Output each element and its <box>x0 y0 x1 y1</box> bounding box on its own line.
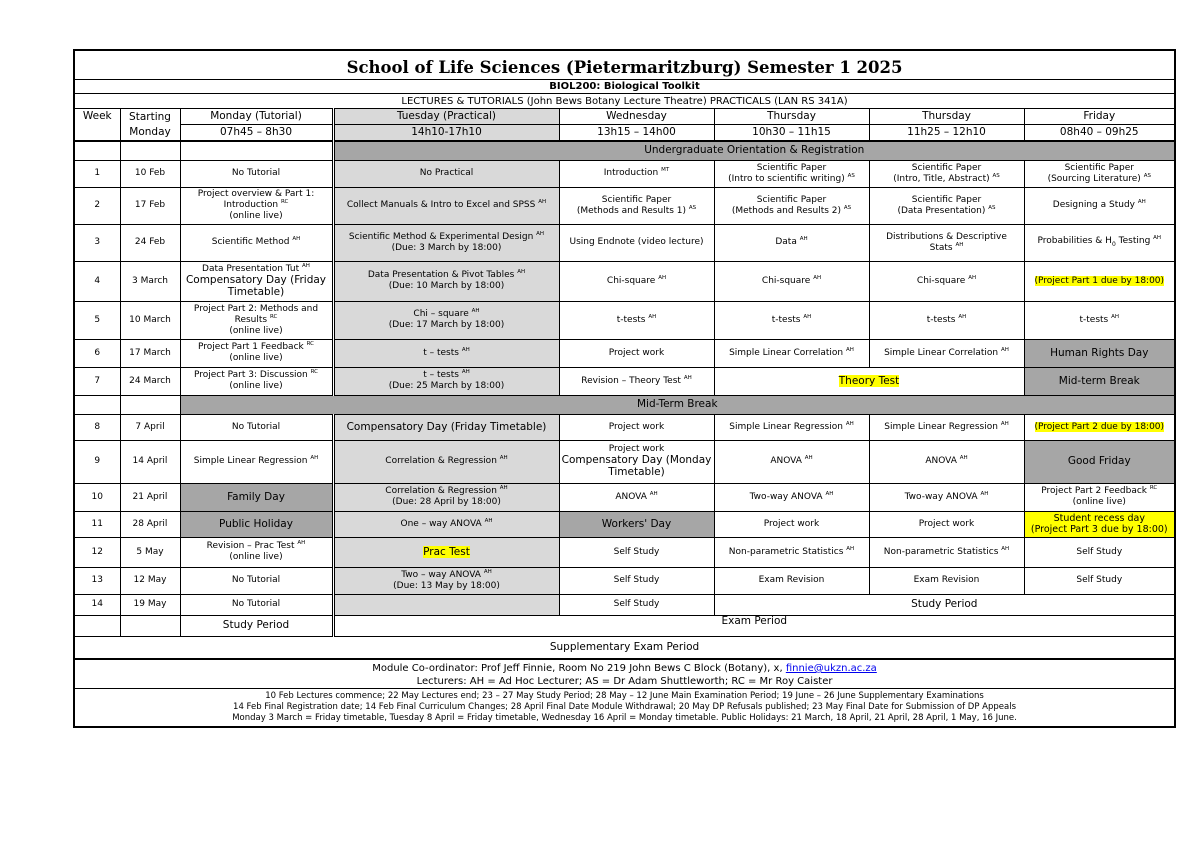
table-cell <box>1024 261 1175 301</box>
lecturers-line: Lecturers: AH = Ad Hoc Lecturer; AS = Dr Adam Shuttleworth; RC = Mr Roy Caister <box>74 675 1175 689</box>
table-cell: Exam Revision <box>714 567 869 594</box>
page-title: School of Life Sciences (Pietermaritzburg) Semester 1 2025 <box>74 50 1175 80</box>
table-cell: t – tests $^{AH}$ <box>333 339 559 367</box>
table-cell: Scientific Paper (Data Presentation) $^{AS}$ <box>869 187 1024 224</box>
table-row <box>74 511 1175 537</box>
table-cell: Non-parametric Statistics $^{AH}$ <box>869 537 1024 567</box>
table-cell: Project work <box>869 511 1024 537</box>
table-cell <box>333 594 559 615</box>
table-cell: 28 April <box>120 511 180 537</box>
table-cell: Self Study <box>559 567 714 594</box>
table-cell: Probabilities & $H_0$ Testing $^{AH}$ <box>1024 224 1175 261</box>
table-cell: Two-way ANOVA $^{AH}$ <box>869 483 1024 511</box>
table-cell: Chi-square $^{AH}$ <box>714 261 869 301</box>
table-cell: Revision – Prac Test $^{AH}$ (online live) <box>180 537 333 567</box>
theory-test-highlight: Theory Test <box>838 374 900 387</box>
wednesday-time: 13h15 – 14h00 <box>559 125 714 142</box>
table-cell: Correlation & Regression $^{AH}$ <box>333 440 559 483</box>
table-cell: Student recess day (Project Part 3 due by 18:00) <box>1024 511 1175 537</box>
table-cell: 24 March <box>120 367 180 395</box>
tuesday-header: Tuesday (Practical) <box>333 109 559 125</box>
table-cell: t-tests $^{AH}$ <box>559 301 714 339</box>
table-cell: t-tests $^{AH}$ <box>1024 301 1175 339</box>
table-cell: ANOVA $^{AH}$ <box>714 440 869 483</box>
table-cell: Self Study <box>559 537 714 567</box>
table-cell: ANOVA $^{AH}$ <box>869 440 1024 483</box>
table-cell: (Project Part 2 due by 18:00) <box>1024 414 1175 440</box>
table-row <box>74 187 1175 224</box>
table-cell: 19 May <box>120 594 180 615</box>
table-cell: Project work <box>559 339 714 367</box>
table-row <box>74 537 1175 567</box>
table-cell: Collect Manuals & Intro to Excel and SPSS $^{AH}$ <box>333 187 559 224</box>
table-cell: Data $^{AH}$ <box>714 224 869 261</box>
table-cell: Scientific Paper (Methods and Results 1) $^{AS}$ <box>559 187 714 224</box>
exam-period: Exam Period <box>333 615 1175 636</box>
table-cell: Chi-square $^{AH}$ <box>559 261 714 301</box>
supplementary-period: Supplementary Exam Period <box>74 636 1175 659</box>
table-cell: 17 March <box>120 339 180 367</box>
monday-header: Monday (Tutorial) <box>180 109 333 125</box>
table-cell: Scientific Paper (Methods and Results 2) $^{AS}$ <box>714 187 869 224</box>
table-cell: Simple Linear Regression $^{AH}$ <box>180 440 333 483</box>
starting-monday-header: Starting Monday <box>120 109 180 142</box>
table-cell: 10 <box>74 483 120 511</box>
table-row <box>74 160 1175 187</box>
table-cell: 6 <box>74 339 120 367</box>
table-cell: Scientific Paper (Intro to scientific writing) $^{AS}$ <box>714 160 869 187</box>
table-cell <box>74 395 120 414</box>
table-cell: 17 Feb <box>120 187 180 224</box>
table-cell: ANOVA $^{AH}$ <box>559 483 714 511</box>
table-cell: 2 <box>74 187 120 224</box>
table-cell: Study Period <box>714 594 1175 615</box>
thursday2-header: Thursday <box>869 109 1024 125</box>
table-cell: Using Endnote (video lecture) <box>559 224 714 261</box>
dates-line-1: 10 Feb Lectures commence; 22 May Lectures end; 23 – 27 May Study Period; 28 May – 12 June Main Examination Period; 19 June – 26 June Supplementary Examinations <box>74 689 1175 703</box>
table-row <box>74 483 1175 511</box>
table-cell: 4 <box>74 261 120 301</box>
table-row <box>74 440 1175 483</box>
table-cell <box>333 537 559 567</box>
table-cell: 14 April <box>120 440 180 483</box>
table-cell: Data Presentation Tut $^{AH}$ Compensatory Day (Friday Timetable) <box>180 261 333 301</box>
table-row <box>74 224 1175 261</box>
venue-line: LECTURES & TUTORIALS (John Bews Botany Lecture Theatre) PRACTICALS (LAN RS 341A) <box>74 94 1175 109</box>
table-cell: Project Part 1 Feedback $^{RC}$ (online live) <box>180 339 333 367</box>
table-cell: 3 March <box>120 261 180 301</box>
orientation-banner: Undergraduate Orientation & Registration <box>333 141 1175 160</box>
table-cell: Designing a Study $^{AH}$ <box>1024 187 1175 224</box>
table-cell <box>74 141 120 160</box>
thursday1-header: Thursday <box>714 109 869 125</box>
friday-time: 08h40 – 09h25 <box>1024 125 1175 142</box>
table-row <box>74 261 1175 301</box>
table-cell: No Tutorial <box>180 567 333 594</box>
thursday2-time: 11h25 – 12h10 <box>869 125 1024 142</box>
table-cell: Project work <box>714 511 869 537</box>
table-cell: 10 March <box>120 301 180 339</box>
table-cell: Project Part 3: Discussion $^{RC}$ (online live) <box>180 367 333 395</box>
table-cell: Data Presentation & Pivot Tables $^{AH}$ (Due: 10 March by 18:00) <box>333 261 559 301</box>
table-cell: 21 April <box>120 483 180 511</box>
table-row <box>74 339 1175 367</box>
table-cell <box>120 615 180 636</box>
table-cell: Public Holiday <box>180 511 333 537</box>
table-cell <box>180 141 333 160</box>
holiday-cell: Human Rights Day <box>1024 339 1175 367</box>
table-cell: Family Day <box>180 483 333 511</box>
table-row <box>74 367 1175 395</box>
deadline-highlight: (Project Part 1 due by 18:00) <box>1034 275 1165 286</box>
table-row <box>74 567 1175 594</box>
table-cell: Chi – square $^{AH}$ (Due: 17 March by 18:00) <box>333 301 559 339</box>
table-cell: 10 Feb <box>120 160 180 187</box>
table-cell: 9 <box>74 440 120 483</box>
table-cell: Project work <box>559 414 714 440</box>
table-cell: t-tests $^{AH}$ <box>714 301 869 339</box>
timetable-sheet <box>73 49 1174 728</box>
table-cell: Exam Revision <box>869 567 1024 594</box>
table-cell: Introduction $^{MT}$ <box>559 160 714 187</box>
table-cell: 14 <box>74 594 120 615</box>
table-cell: Self Study <box>1024 537 1175 567</box>
study-period: Study Period <box>180 615 333 636</box>
week-header: Week <box>74 109 120 142</box>
table-row <box>74 594 1175 615</box>
table-cell: Revision – Theory Test $^{AH}$ <box>559 367 714 395</box>
table-cell: 3 <box>74 224 120 261</box>
table-cell: Scientific Method & Experimental Design $^{AH}$ (Due: 3 March by 18:00) <box>333 224 559 261</box>
coordinator-line: Module Co-ordinator: Prof Jeff Finnie, Room No 219 John Bews C Block (Botany), x, finnie@ukzn.ac.za <box>74 659 1175 675</box>
table-cell: Simple Linear Regression $^{AH}$ <box>714 414 869 440</box>
timetable-table <box>73 49 1176 728</box>
monday-time: 07h45 – 8h30 <box>180 125 333 142</box>
table-cell: Scientific Method $^{AH}$ <box>180 224 333 261</box>
table-cell: 13 <box>74 567 120 594</box>
table-cell: Non-parametric Statistics $^{AH}$ <box>714 537 869 567</box>
wednesday-header: Wednesday <box>559 109 714 125</box>
table-cell: Two-way ANOVA $^{AH}$ <box>714 483 869 511</box>
dates-line-2: 14 Feb Final Registration date; 14 Feb Final Curriculum Changes; 28 April Final Date Module Withdrawal; 20 May DP Refusals published; 23 May Final Date for Submission of DP Appeals <box>74 702 1175 713</box>
table-cell: No Tutorial <box>180 414 333 440</box>
table-cell: No Tutorial <box>180 594 333 615</box>
table-cell <box>120 141 180 160</box>
table-row <box>74 301 1175 339</box>
table-cell <box>74 615 120 636</box>
table-cell: t – tests $^{AH}$ (Due: 25 March by 18:00) <box>333 367 559 395</box>
table-cell: 24 Feb <box>120 224 180 261</box>
table-cell: Scientific Paper (Intro, Title, Abstract) $^{AS}$ <box>869 160 1024 187</box>
table-cell: 5 <box>74 301 120 339</box>
prac-test-highlight: Prac Test <box>423 545 470 558</box>
table-cell: Good Friday <box>1024 440 1175 483</box>
table-cell: Mid-term Break <box>1024 367 1175 395</box>
table-cell: Correlation & Regression $^{AH}$ (Due: 28 April by 18:00) <box>333 483 559 511</box>
email-link[interactable]: finnie@ukzn.ac.za <box>785 663 877 674</box>
table-cell: Project overview & Part 1: Introduction $^{RC}$ (online live) <box>180 187 333 224</box>
table-cell: Self Study <box>1024 567 1175 594</box>
table-cell <box>120 395 180 414</box>
table-cell: Simple Linear Regression $^{AH}$ <box>869 414 1024 440</box>
table-cell: Chi-square $^{AH}$ <box>869 261 1024 301</box>
table-cell: One – way ANOVA $^{AH}$ <box>333 511 559 537</box>
table-cell: Scientific Paper (Sourcing Literature) $^{AS}$ <box>1024 160 1175 187</box>
course-title: BIOL200: Biological Toolkit <box>74 80 1175 94</box>
table-cell: No Tutorial <box>180 160 333 187</box>
thursday1-time: 10h30 – 11h15 <box>714 125 869 142</box>
table-cell: No Practical <box>333 160 559 187</box>
table-cell: Self Study <box>559 594 714 615</box>
table-cell: Project Part 2: Methods and Results $^{RC}$ (online live) <box>180 301 333 339</box>
friday-header: Friday <box>1024 109 1175 125</box>
table-cell: 5 May <box>120 537 180 567</box>
table-cell: 8 <box>74 414 120 440</box>
table-cell: 7 April <box>120 414 180 440</box>
table-cell: Project Part 2 Feedback $^{RC}$ (online live) <box>1024 483 1175 511</box>
table-cell: Compensatory Day (Friday Timetable) <box>333 414 559 440</box>
table-cell: Distributions & Descriptive Stats $^{AH}$ <box>869 224 1024 261</box>
table-cell: Simple Linear Correlation $^{AH}$ <box>714 339 869 367</box>
table-cell: 12 <box>74 537 120 567</box>
table-row <box>74 414 1175 440</box>
table-cell: Project work Compensatory Day (Monday Timetable) <box>559 440 714 483</box>
table-cell: Simple Linear Correlation $^{AH}$ <box>869 339 1024 367</box>
table-cell: t-tests $^{AH}$ <box>869 301 1024 339</box>
table-cell: 1 <box>74 160 120 187</box>
table-cell: Workers' Day <box>559 511 714 537</box>
table-cell: Two – way ANOVA $^{AH}$ (Due: 13 May by 18:00) <box>333 567 559 594</box>
table-cell <box>714 367 1024 395</box>
dates-line-3: Monday 3 March = Friday timetable, Tuesday 8 April = Friday timetable, Wednesday 16 April = Monday timetable. Public Holidays: 21 March, 18 April, 21 April, 28 April, 1 May, 16 June. <box>74 713 1175 727</box>
midterm-banner: Mid-Term Break <box>180 395 1175 414</box>
table-cell: 11 <box>74 511 120 537</box>
table-cell: 12 May <box>120 567 180 594</box>
tuesday-time: 14h10-17h10 <box>333 125 559 142</box>
table-cell: 7 <box>74 367 120 395</box>
